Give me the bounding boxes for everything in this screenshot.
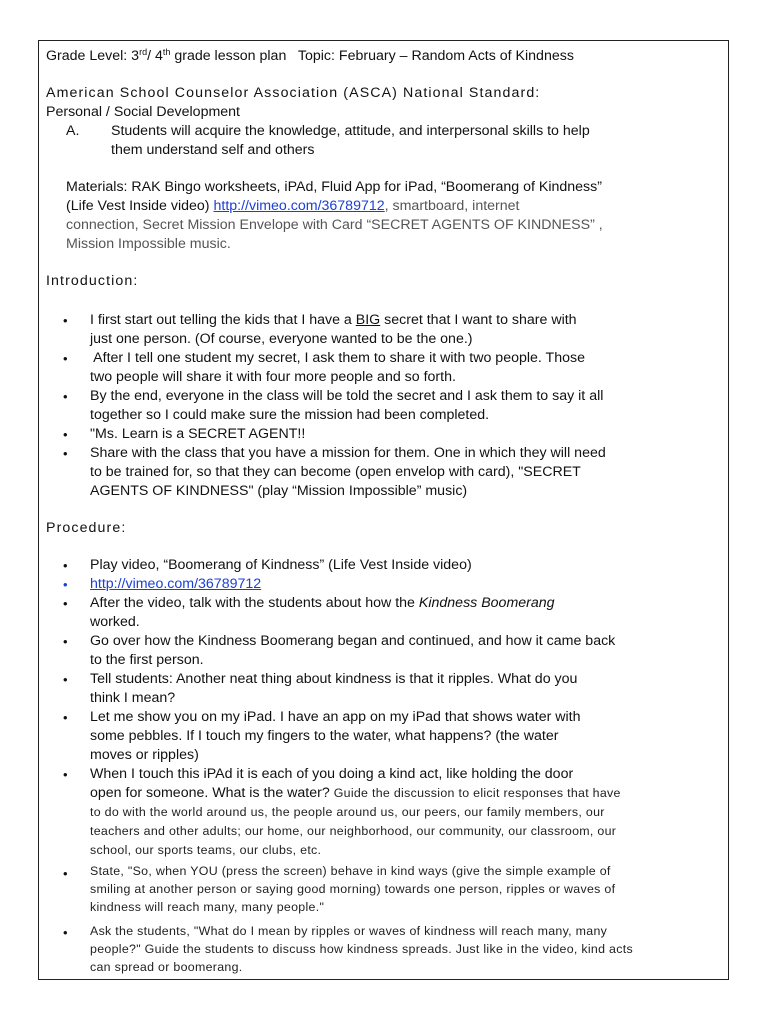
bullet-icon: • bbox=[63, 767, 68, 782]
standard-heading: American School Counselor Association (ASCA) National Standard: bbox=[46, 85, 541, 101]
bullet-icon: • bbox=[63, 925, 68, 940]
bullet-icon: • bbox=[63, 446, 68, 461]
bullet-icon: • bbox=[63, 866, 68, 881]
intro-item-line: to be trained for, so that they can become (open envelop with card), "SECRET bbox=[90, 464, 581, 480]
bullet-icon: • bbox=[63, 427, 68, 442]
intro-item-line: By the end, everyone in the class will be told the secret and I ask them to say it all bbox=[90, 388, 604, 404]
intro-item-line: two people will share it with four more people and so forth. bbox=[90, 369, 456, 385]
procedure-item-line: open for someone. What is the water? Guide the discussion to elicit responses that have bbox=[90, 785, 621, 801]
procedure-item-line: some pebbles. If I touch my fingers to the water, what happens? (the water bbox=[90, 728, 559, 744]
procedure-item-line: to do with the world around us, the people around us, our peers, our family members, our bbox=[90, 805, 605, 819]
intro-item-line: AGENTS OF KINDNESS" (play “Mission Impossible” music) bbox=[90, 483, 468, 499]
materials-line: connection, Secret Mission Envelope with Card “SECRET AGENTS OF KINDNESS” , bbox=[66, 217, 603, 233]
bullet-icon: • bbox=[63, 634, 68, 649]
procedure-item-line: Let me show you on my iPad. I have an app on my iPad that shows water with bbox=[90, 709, 581, 725]
procedure-item-line: kindness will reach many, many people." bbox=[90, 900, 325, 914]
intro-item-line: I first start out telling the kids that I have a BIG secret that I want to share with bbox=[90, 312, 577, 328]
procedure-item-line: moves or ripples) bbox=[90, 747, 199, 763]
procedure-item-line: State, "So, when YOU (press the screen) behave in kind ways (give the simple example of bbox=[90, 864, 611, 878]
bullet-icon: • bbox=[63, 558, 68, 573]
standard-item-line: them understand self and others bbox=[111, 142, 315, 158]
procedure-item-line: can spread or boomerang. bbox=[90, 960, 243, 974]
procedure-item-line: Go over how the Kindness Boomerang began and continued, and how it came back bbox=[90, 633, 616, 649]
procedure-item-line: to the first person. bbox=[90, 652, 204, 668]
intro-item-line: Share with the class that you have a mission for them. One in which they will need bbox=[90, 445, 606, 461]
bullet-icon: • bbox=[63, 351, 68, 366]
vimeo-link[interactable]: http://vimeo.com/36789712 bbox=[90, 576, 262, 592]
materials-line: Mission Impossible music. bbox=[66, 236, 231, 252]
procedure-item-line: worked. bbox=[90, 614, 140, 630]
procedure-item-line: When I touch this iPAd it is each of you doing a kind act, like holding the door bbox=[90, 766, 574, 782]
standard-area: Personal / Social Development bbox=[46, 104, 240, 120]
procedure-item-line: smiling at another person or saying good morning) towards one person, ripples or waves of bbox=[90, 882, 616, 896]
materials-line: (Life Vest Inside video) http://vimeo.com/36789712, smartboard, internet bbox=[66, 198, 520, 214]
materials-line: Materials: RAK Bingo worksheets, iPAd, Fluid App for iPad, “Boomerang of Kindness” bbox=[66, 179, 602, 195]
bullet-icon: • bbox=[63, 313, 68, 328]
bullet-icon: • bbox=[63, 672, 68, 687]
bullet-icon: • bbox=[63, 710, 68, 725]
standard-item-line: Students will acquire the knowledge, attitude, and interpersonal skills to help bbox=[111, 123, 590, 139]
procedure-item-line: After the video, talk with the students about how the Kindness Boomerang bbox=[90, 595, 555, 611]
procedure-item-line: people?" Guide the students to discuss how kindness spreads. Just like in the video, kind acts bbox=[90, 942, 633, 956]
procedure-heading: Procedure: bbox=[46, 520, 127, 536]
bullet-icon: • bbox=[63, 577, 68, 592]
procedure-item-line: think I mean? bbox=[90, 690, 176, 706]
procedure-item-line: Play video, “Boomerang of Kindness” (Life Vest Inside video) bbox=[90, 557, 472, 573]
intro-item-line: just one person. (Of course, everyone wanted to be the one.) bbox=[90, 331, 473, 347]
intro-item-line: "Ms. Learn is a SECRET AGENT!! bbox=[90, 426, 306, 442]
procedure-item-line: school, our sports teams, our clubs, etc. bbox=[90, 843, 322, 857]
procedure-item-line: Tell students: Another neat thing about kindness is that it ripples. What do you bbox=[90, 671, 578, 687]
procedure-item-line: Ask the students, "What do I mean by ripples or waves of kindness will reach many, many bbox=[90, 924, 608, 938]
vimeo-link[interactable]: http://vimeo.com/36789712 bbox=[213, 198, 385, 214]
procedure-item-line: teachers and other adults; our home, our neighborhood, our community, our classroom, our bbox=[90, 824, 617, 838]
intro-item-line: together so I could make sure the mission had been completed. bbox=[90, 407, 490, 423]
bullet-icon: • bbox=[63, 596, 68, 611]
standard-item-marker: A. bbox=[66, 123, 80, 139]
intro-item-line: After I tell one student my secret, I ask them to share it with two people. Those bbox=[90, 350, 585, 366]
introduction-heading: Introduction: bbox=[46, 273, 139, 289]
bullet-icon: • bbox=[63, 389, 68, 404]
grade-topic-line: Grade Level: 3rd/ 4th grade lesson plan Topic: February – Random Acts of Kindness bbox=[46, 47, 574, 64]
